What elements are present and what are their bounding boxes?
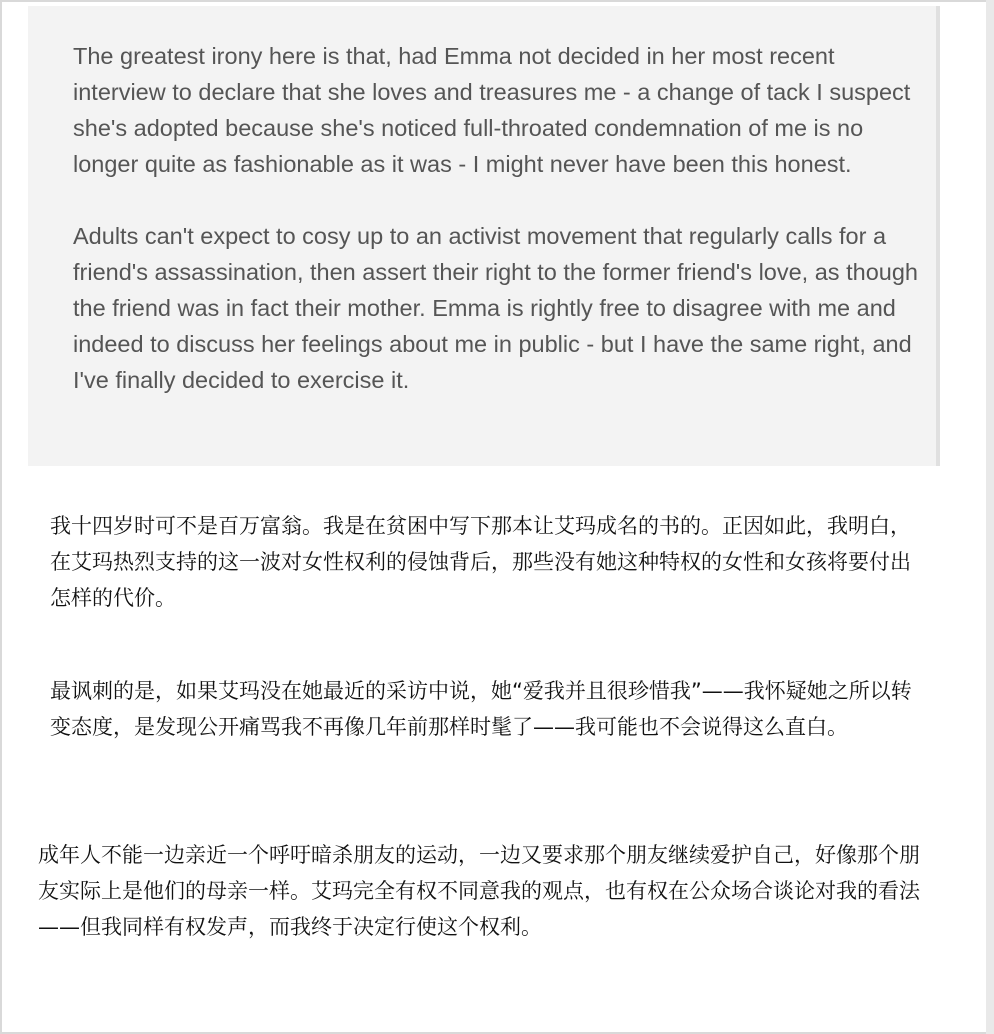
translation-paragraph-1: 我十四岁时可不是百万富翁。我是在贫困中写下那本让艾玛成名的书的。正因如此，我明白，在艾玛热烈支持的这一波对女性权利的侵蚀背后，那些没有她这种特权的女性和女孩将要付出怎样的代价。 (50, 514, 911, 610)
translation-paragraph-2: 最讽刺的是，如果艾玛没在她最近的采访中说，她“爱我并且很珍惜我”——我怀疑她之所以转变态度，是发现公开痛骂我不再像几年前那样时髦了——我可能也不会说得这么直白。 (50, 679, 912, 739)
translation-paragraph-3: 成年人不能一边亲近一个呼吁暗杀朋友的运动，一边又要求那个朋友继续爱护自己，好像那个朋友实际上是他们的母亲一样。艾玛完全有权不同意我的观点，也有权在公众场合谈论对我的看法——但我同样有权发声，而我终于决定行使这个权利。 (38, 843, 920, 939)
quote-text (73, 38, 923, 434)
scrollbar-track[interactable] (986, 0, 994, 1034)
quote-paragraph-1: The greatest irony here is that, had Emma not decided in her most recent interview to declare that she loves and treasures me - a change of tack I suspect she's adopted because she's noticed full-throated condemnation of me is no longer quite as fashionable as it was - I might never have been this honest. (73, 43, 911, 177)
panel-edge (936, 6, 940, 466)
quoted-tweet-screenshot (28, 6, 940, 466)
quote-paragraph-2: Adults can't expect to cosy up to an activist movement that regularly calls for a friend's assassination, then assert their right to the former friend's love, as though the friend was in fact their mother. Emma is rightly free to disagree with me and indeed to discuss her feelings about me in public - but I have the same right, and I've finally decided to exercise it. (73, 223, 918, 393)
